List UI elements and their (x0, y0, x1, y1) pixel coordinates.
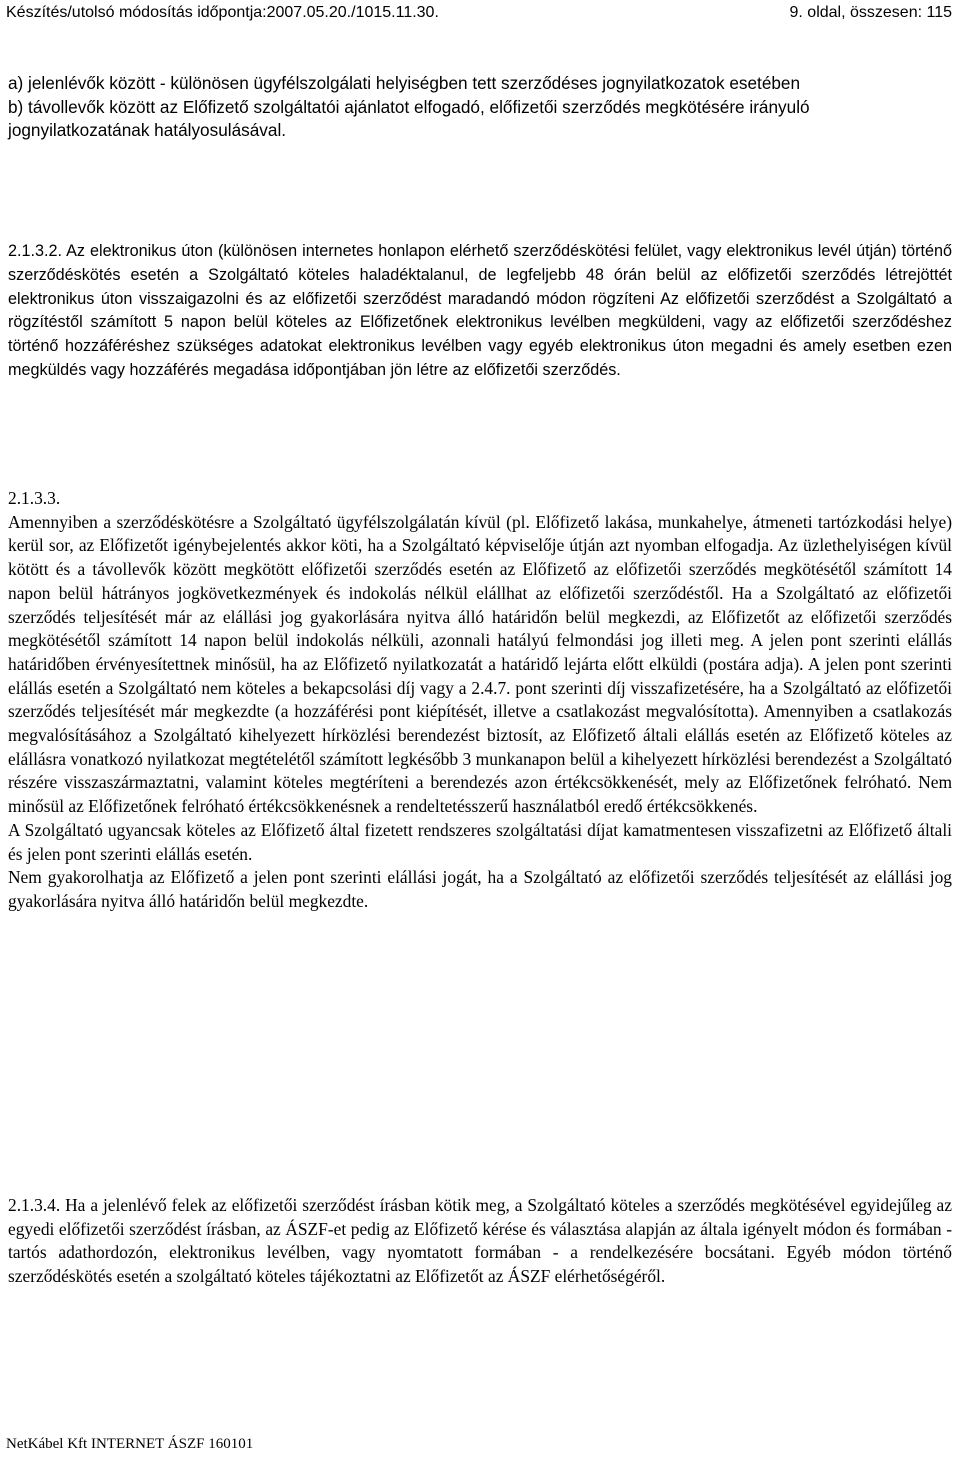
page-counter: 9. oldal, összesen: 115 (789, 4, 952, 21)
intro-block (8, 72, 952, 143)
section-2-1-3-2-text: 2.1.3.2. Az elektronikus úton (különösen internetes honlapon elérhető szerződéskötési felület, vagy elektronikus levél útján) történő szerződéskötés esetén a Szolgáltató köteles haladéktalanul, de legfeljebb 48 órán belül az előfizetői szerződés létrejöttét elektronikus úton visszaigazolni és az előfizetői szerződést maradandó módon rögzíteni Az előfizetői szerződést a Szolgáltató a rögzítéstől számított 5 napon belül köteles az Előfizetőnek elektronikus levélben megküldeni, vagy az előfizetői szerződéshez történő hozzáféréshez szükséges adatokat elektronikus levélben vagy egyéb elektronikus úton megadni és amely esetben ezen megküldés vagy hozzáférés megadása időpontjában jön létre az előfizetői szerződés. (8, 242, 952, 379)
intro-item-a: a) jelenlévők között - különösen ügyfélszolgálati helyiségben tett szerződéses jognyilatkozatok esetében (8, 73, 801, 93)
section-2-1-3-3-paragraph-1: Amennyiben a szerződéskötésre a Szolgáltató ügyfélszolgálatán kívül (pl. Előfizető lakása, munkahelye, átmeneti tartózkodási helye) kerül sor, az Előfizetőt igénybejelentés akkor köti, ha a Szolgáltató képviselője útján azt nyomban elfogadja. Az üzlethelyiségen kívül kötött és a távollevők között megkötött előfizetői szerződés esetén az Előfizető az előfizetői szerződés megkötésétől számított 14 napon belül hátrányos jogkövetkezmények és indokolás nélkül elállhat az előfizetői szerződéstől. Ha a Szolgáltató az előfizetői szerződés teljesítését már az elállási jog gyakorlására nyitva álló határidőn belül megkezdi, az Előfizetőt az előfizetői szerződés megkötésétől számított 14 napon belül indokolás nélküli, azonnali hatályú felmondási jog illeti meg. A jelen pont szerinti elállás határidőben érvényesítettnek minősül, ha az Előfizető nyilatkozatát a határidő lejárta előtt elküldi (postára adja). A jelen pont szerinti elállás esetén a Szolgáltató nem köteles a bekapcsolási díj vagy a 2.4.7. pont szerinti díj visszafizetésére, ha a Szolgáltató az előfizetői szerződés teljesítését már megkezdte (a hozzáférési pont kiépítését, illetve a csatlakozást megvalósította). Amennyiben a csatlakozás megvalósításához a Szolgáltató kihelyezett hírközlési berendezést biztosít, az Előfizető általi elállás esetén az Előfizető köteles az elállásra vonatkozó nyilatkozat megtételétől számított legkésőbb 3 munkanapon belül a kihelyezett hírközlési berendezést a Szolgáltató részére visszaszármaztatni, valamint köteles megtéríteni a berendezés azon értékcsökkenését, mely az Előfizetőnek felróható. Nem minősül az Előfizetőnek felróható értékcsökkenésnek a rendeltetésszerű használatból eredő értékcsökkenés. (8, 511, 952, 817)
section-2-1-3-4-text: 2.1.3.4. Ha a jelenlévő felek az előfizetői szerződést írásban kötik meg, a Szolgáltató köteles a szerződés megkötésével egyidejűleg az egyedi előfizetői szerződést írásban, az ÁSZF-et pedig az Előfizető kérése és választása alapján az általa igényelt módon és formában - tartós adathordozón, elektronikus levélben, vagy nyomtatott formában - a rendelkezésére bocsátani. Egyéb módon történő szerződéskötés esetén a szolgáltató köteles tájékoztatni az Előfizetőt az ÁSZF elérhetőségéről. (8, 1195, 952, 1287)
intro-item-b: b) távollevők között az Előfizető szolgáltatói ajánlatot elfogadó, előfizetői szerződés megkötésére irányuló jognyilatkozatának hatályosulásával. (8, 96, 810, 141)
section-2-1-3-2 (8, 240, 952, 383)
section-2-1-3-4 (8, 1194, 952, 1289)
page-header (6, 4, 952, 28)
section-2-1-3-3-paragraph-3: Nem gyakorolhatja az Előfizető a jelen pont szerinti elállási jogát, ha a Szolgáltató az előfizetői szerződés teljesítését az elállási jog gyakorlására nyitva álló határidőn belül megkezdte. (8, 867, 952, 911)
section-2-1-3-3-paragraph-2: A Szolgáltató ugyancsak köteles az Előfizető által fizetett rendszeres szolgáltatási díjat kamatmentesen visszafizetni az Előfizető általi és jelen pont szerinti elállás esetén. (8, 819, 952, 864)
page-footer: NetKábel Kft INTERNET ÁSZF 160101 (6, 1436, 254, 1452)
modification-date: Készítés/utolsó módosítás időpontja:2007.05.20./1015.11.30. (6, 4, 439, 21)
section-2-1-3-3-number: 2.1.3.3. (8, 488, 61, 508)
section-2-1-3-3 (8, 487, 952, 914)
